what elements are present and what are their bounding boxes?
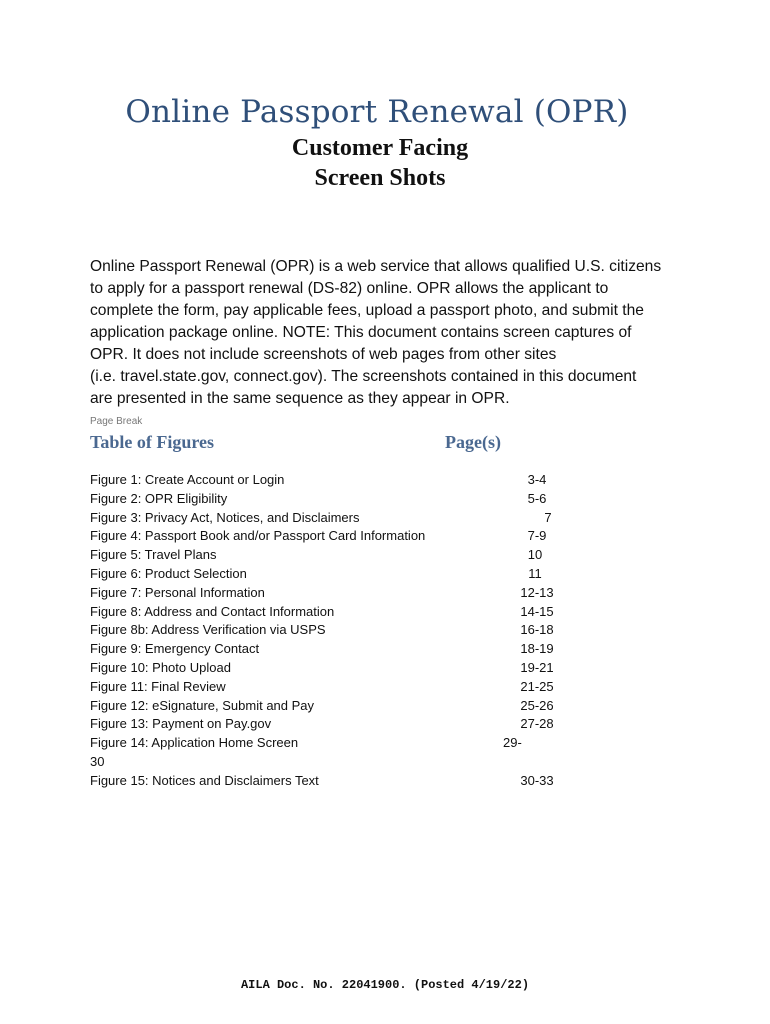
toc-entry[interactable] — [90, 621, 554, 640]
toc-entry[interactable] — [90, 640, 554, 659]
intro-line: complete the form, pay applicable fees, upload a passport photo, and submit the — [90, 302, 644, 319]
intro-line: Online Passport Renewal (OPR) is a web service that allows qualified U.S. citizens — [90, 258, 662, 275]
toc-entry-pages-continued: 30 — [90, 753, 105, 769]
toc-entry[interactable] — [90, 603, 554, 622]
document-footer: AILA Doc. No. 22041900. (Posted 4/19/22) — [240, 978, 530, 992]
toc-entry-pages: 19-21 — [520, 659, 554, 675]
table-of-figures — [90, 471, 554, 791]
toc-entry-label-text: Figure 14: Application Home Screen — [90, 735, 299, 751]
intro-line: are presented in the same sequence as they appear in OPR. — [90, 390, 510, 407]
document-subtitle-line1: Customer Facing — [291, 135, 469, 161]
toc-entry[interactable] — [90, 546, 550, 565]
intro-paragraph — [90, 256, 690, 410]
toc-entry-label: Figure 4: Passport Book and/or Passport Card Information — [90, 528, 426, 544]
toc-entry-pages: 11 — [528, 565, 542, 581]
toc-entry-pages: 7 — [544, 509, 552, 525]
toc-entry-label: Figure 3: Privacy Act, Notices, and Disclaimers — [90, 509, 360, 525]
intro-line: to apply for a passport renewal (DS-82) online. OPR allows the applicant to — [90, 280, 609, 297]
toc-entry[interactable] — [90, 678, 554, 697]
document-subtitle-line2: Screen Shots — [314, 165, 446, 191]
toc-entry-pages: 30-33 — [520, 772, 554, 788]
intro-line: (i.e. travel.state.gov, connect.gov). The screenshots contained in this document — [90, 368, 637, 385]
toc-entry[interactable] — [90, 659, 554, 678]
toc-entry-label: Figure 12: eSignature, Submit and Pay — [90, 697, 315, 713]
intro-line: application package online. NOTE: This document contains screen captures of — [90, 324, 632, 341]
toc-entry-pages: 27-28 — [520, 716, 554, 732]
toc-entry-label: Figure 6: Product Selection — [90, 565, 247, 581]
toc-entry-pages: 29- — [503, 735, 522, 751]
toc-entry-pages: 7-9 — [527, 528, 547, 544]
toc-entry-label: Figure 13: Payment on Pay.gov — [90, 716, 272, 732]
toc-entry-label: Figure 9: Emergency Contact — [90, 641, 260, 657]
toc-entry-label: Figure 5: Travel Plans — [90, 547, 217, 563]
toc-entry-pages: 18-19 — [520, 641, 554, 657]
toc-entry[interactable] — [90, 565, 550, 584]
toc-entry-label: Figure 11: Final Review — [90, 678, 226, 694]
toc-entry[interactable] — [90, 527, 550, 546]
toc-entry-label: Figure 8b: Address Verification via USPS — [90, 622, 326, 638]
toc-heading: Table of Figures — [90, 432, 215, 452]
toc-entry[interactable] — [90, 584, 554, 603]
toc-entry-label: Figure 8: Address and Contact Information — [90, 603, 335, 619]
toc-entry-pages: 5-6 — [527, 490, 547, 506]
toc-entry-pages: 14-15 — [520, 603, 554, 619]
toc-entry-pages: 25-26 — [520, 697, 554, 713]
toc-entry-pages: 3-4 — [527, 472, 547, 487]
toc-entry[interactable] — [90, 490, 550, 509]
toc-entry[interactable] — [90, 697, 554, 716]
toc-entry-pages: 10 — [527, 547, 543, 563]
toc-entry[interactable] — [90, 471, 550, 490]
intro-line: OPR. It does not include screenshots of web pages from other sites — [90, 346, 557, 363]
toc-entry[interactable] — [90, 772, 554, 791]
document-title: Online Passport Renewal (OPR) — [125, 94, 629, 130]
toc-entry[interactable] — [90, 734, 550, 772]
toc-entry-pages: 16-18 — [520, 622, 554, 638]
page-break-label: Page Break — [90, 416, 143, 427]
toc-entry-label — [90, 734, 330, 772]
toc-entry[interactable] — [90, 509, 550, 528]
toc-entry-label: Figure 10: Photo Upload — [90, 659, 231, 675]
toc-entry-label: Figure 7: Personal Information — [90, 584, 265, 600]
toc-entry-pages: 12-13 — [520, 584, 554, 600]
toc-pages-heading: Page(s) — [445, 432, 501, 452]
toc-entry-pages: 21-25 — [520, 678, 554, 694]
toc-entry-label: Figure 1: Create Account or Login — [90, 472, 285, 487]
toc-entry[interactable] — [90, 715, 554, 734]
toc-entry-label: Figure 2: OPR Eligibility — [90, 490, 228, 506]
toc-entry-label: Figure 15: Notices and Disclaimers Text — [90, 772, 319, 788]
